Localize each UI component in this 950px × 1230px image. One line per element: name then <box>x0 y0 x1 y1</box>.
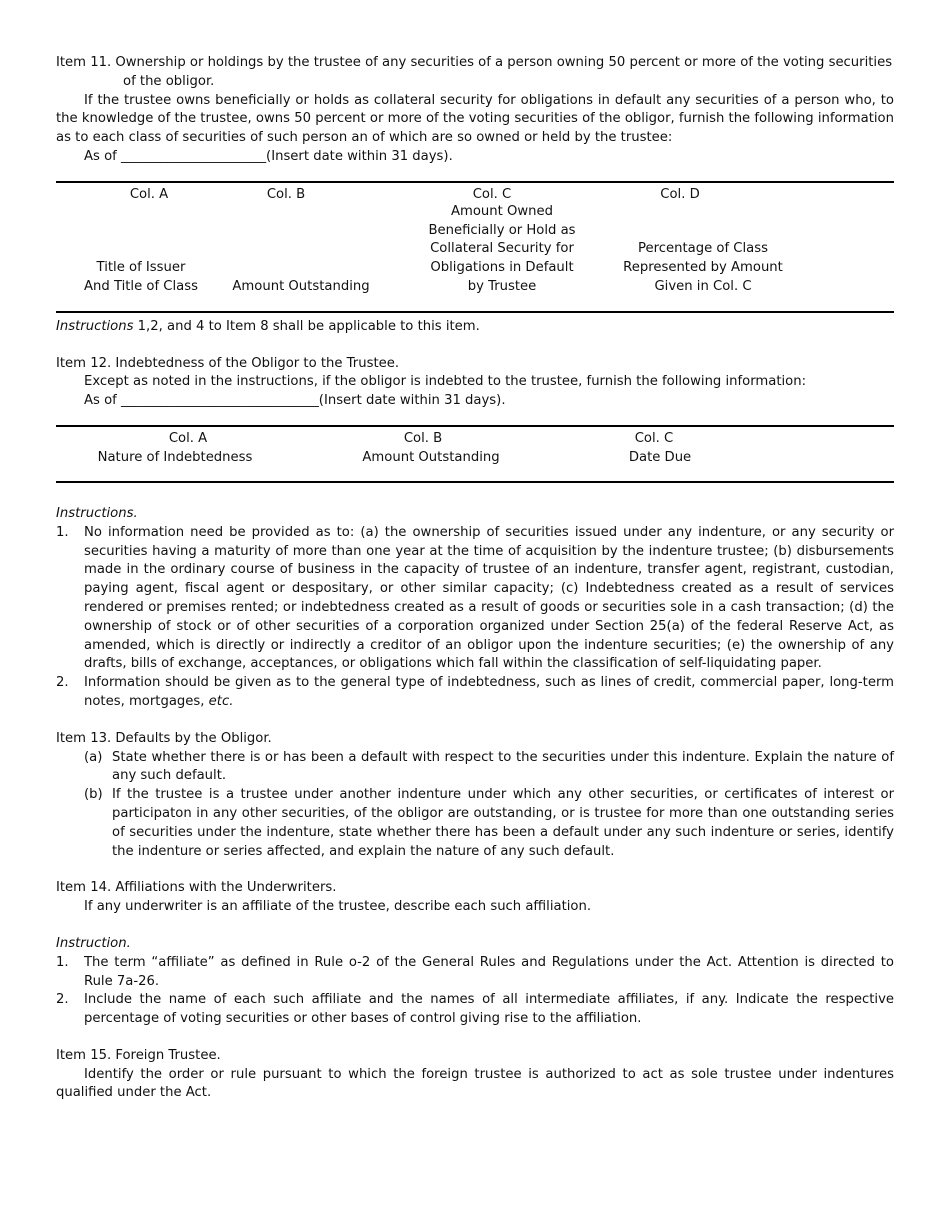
list-letter: (b) <box>84 787 103 803</box>
col-a-header: Col. A <box>129 186 169 202</box>
col-d-header: Col. D <box>660 186 700 202</box>
list-text: The term “affiliate” as defined in Rule o-2 of the General Rules and Regulations under the Act. Attention is directed to Rule 7a-26. <box>84 954 894 989</box>
item-12-body: Except as noted in the instructions, if the obligor is indebted to the trustee, furnish the following information: <box>84 374 807 390</box>
list-text-etc: etc. <box>208 693 234 709</box>
instructions-label: Instructions <box>56 318 134 334</box>
col-c-header: Col. C <box>634 430 674 446</box>
list-item <box>56 786 894 861</box>
list-number: 2. <box>56 992 69 1008</box>
item-12-heading: Item 12. Indebtedness of the Obligor to the Trustee. <box>56 355 400 371</box>
item-11-instructions <box>56 318 894 337</box>
list-item <box>56 674 894 712</box>
item-11-body: If the trustee owns beneficially or holds as collateral security for obligations in default any securities of a person who, to the knowledge of the trustee, owns 50 percent or more of the voting securities of the obligor, furnish the following information as to each class of securities of such person an of which are so owned or held by the trustee: <box>56 92 894 146</box>
item-14-heading: Item 14. Affiliations with the Underwriters. <box>56 880 337 896</box>
table-bottom-rule <box>56 481 894 483</box>
col-c-desc: Amount Owned Beneficially or Hold as Collateral Security for Obligations in Default by Trustee <box>428 203 576 294</box>
item-12-instructions-label: Instructions. <box>56 505 138 521</box>
col-c-header: Col. C <box>472 186 512 202</box>
col-b-header: Col. B <box>266 186 306 202</box>
col-d-desc: Percentage of Class Represented by Amount Given in Col. C <box>623 241 783 294</box>
item-14-instruction-label: Instruction. <box>56 935 131 951</box>
item-11-as-of: As of ______________________(Insert date within 31 days). <box>84 148 453 164</box>
col-b-desc: Amount Outstanding <box>362 449 500 465</box>
col-c-desc: Date Due <box>628 449 692 465</box>
item-15-heading: Item 15. Foreign Trustee. <box>56 1047 221 1063</box>
list-item <box>56 991 894 1029</box>
list-item <box>56 524 894 674</box>
item-11-table <box>56 183 894 311</box>
item-13-heading: Item 13. Defaults by the Obligor. <box>56 730 272 746</box>
list-text: If the trustee is a trustee under another indenture under which any other securities, or certificates of interest or participaton in any other securities, of the obligor are outstanding, or is trustee for more than one outstanding series of securities under the indenture, state whether there has been a default under any such indenture or series, identify the indenture or series affected, and explain the nature of any such default. <box>112 787 894 859</box>
item-15-body: Identify the order or rule pursuant to which the foreign trustee is authorized to act as sole trustee under indentures qualified under the Act. <box>56 1066 894 1101</box>
list-text: Include the name of each such affiliate and the names of all intermediate affiliates, if any. Indicate the respective percentage of voting securities or other bases of control giving rise to the affiliation. <box>84 992 894 1027</box>
list-item <box>56 749 894 787</box>
col-a-desc: Title of Issuer And Title of Class <box>84 260 198 294</box>
list-number: 2. <box>56 675 69 691</box>
item-14-body: If any underwriter is an affiliate of the trustee, describe each such affiliation. <box>84 899 592 915</box>
table-bottom-rule <box>56 311 894 313</box>
col-a-desc: Nature of Indebtedness <box>97 449 253 465</box>
item-12-instructions-list <box>56 524 894 712</box>
item-13-list <box>56 749 894 862</box>
list-text: No information need be provided as to: (a) the ownership of securities issued under any indenture, or any security or securities having a maturity of more than one year at the time of acquisition by the indenture trustee; (b) disbursements made in the ordinary course of business in the capacity of trustee of an indenture, transfer agent, registrant, custodian, paying agent, fiscal agent or despositary, or other similar capacity; (c) Indebtedness created as a result of services rendered or premises rented; or indebtedness created as a result of goods or securities sole in a cash transaction; (d) the ownership of stock or of other securities of a corporation organized under Section 25(a) of the federal Reserve Act, as amended, which is directly or indirectly a creditor of an obligor upon the indenture securities; (e) the ownership of any drafts, bills of exchange, acceptances, or obligations which fall within the classification of self-liquidating paper. <box>84 524 894 672</box>
list-text: State whether there is or has been a default with respect to the securities under this indenture. Explain the nature of any such default. <box>112 749 894 784</box>
list-letter: (a) <box>84 749 103 765</box>
document-page <box>56 54 894 1103</box>
item-12-as-of: As of ______________________________(Insert date within 31 days). <box>84 393 506 409</box>
list-number: 1. <box>56 954 69 970</box>
list-item <box>56 954 894 992</box>
list-text: Information should be given as to the general type of indebtedness, such as lines of credit, commercial paper, long-term notes, mortgages, <box>84 675 894 709</box>
item-12-table <box>56 427 894 481</box>
list-number: 1. <box>56 524 69 540</box>
col-a-header: Col. A <box>168 430 208 446</box>
item-14-instructions-list <box>56 954 894 1029</box>
item-11-heading: Item 11. Ownership or holdings by the trustee of any securities of a person owning 50 percent or more of the voting securities of the obligor. <box>56 55 893 89</box>
col-b-header: Col. B <box>403 430 443 446</box>
instructions-text: 1,2, and 4 to Item 8 shall be applicable to this item. <box>133 318 480 334</box>
col-b-desc: Amount Outstanding <box>232 278 370 294</box>
